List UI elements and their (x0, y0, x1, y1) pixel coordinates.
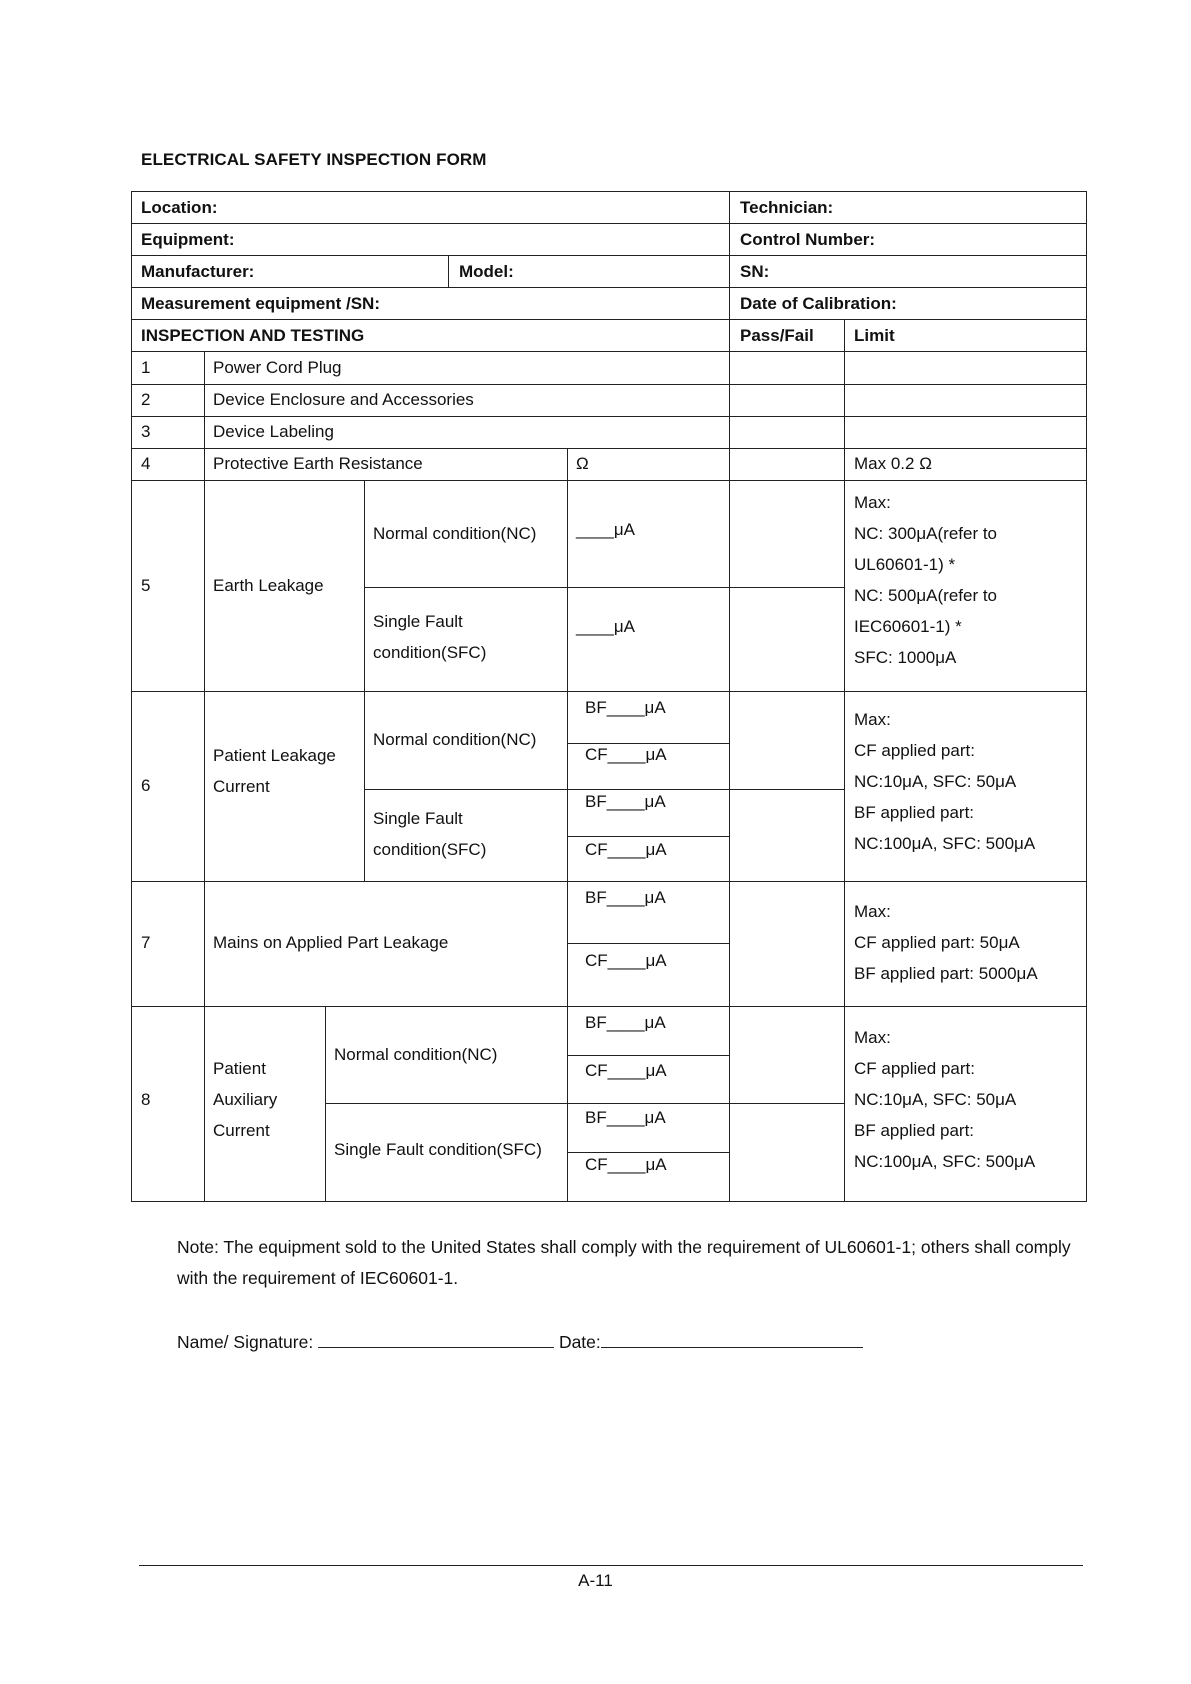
row-6-limit-3: BF applied part: (854, 803, 975, 822)
signature-line (177, 1327, 863, 1358)
row-2-item: Device Enclosure and Accessories (213, 390, 474, 409)
row-6-item-2: Current (213, 777, 270, 796)
inspection-testing-heading: INSPECTION AND TESTING (141, 326, 365, 345)
manufacturer-label: Manufacturer: (141, 262, 255, 281)
row-5-nc-value: ____μA (576, 520, 635, 539)
row-8-number: 8 (141, 1090, 151, 1109)
row-7-number: 7 (141, 933, 151, 952)
date-of-calibration-label: Date of Calibration: (740, 294, 897, 313)
row-5-number: 5 (141, 576, 151, 595)
form-title: ELECTRICAL SAFETY INSPECTION FORM (141, 150, 487, 169)
row-8-limit-2: NC:10μA, SFC: 50μA (854, 1090, 1017, 1109)
row-5-limit-3: NC: 500μA(refer to (854, 586, 998, 605)
date-label: Date: (558, 1332, 601, 1352)
row-6-nc-bf: BF____μA (585, 698, 666, 717)
row-8-item-2: Auxiliary (213, 1090, 278, 1109)
model-label: Model: (459, 262, 514, 281)
row-7-cf: CF____μA (585, 951, 667, 970)
technician-label: Technician: (740, 198, 834, 217)
row-5-limit-1: NC: 300μA(refer to (854, 524, 998, 543)
row-7-limit-1: CF applied part: 50μA (854, 933, 1020, 952)
row-8-nc-cf: CF____μA (585, 1061, 667, 1080)
row-5-limit-5: SFC: 1000μA (854, 648, 957, 667)
row-6-number: 6 (141, 776, 151, 795)
measurement-equipment-label: Measurement equipment /SN: (141, 294, 380, 313)
row-6-limit-4: NC:100μA, SFC: 500μA (854, 834, 1036, 853)
location-label: Location: (141, 198, 218, 217)
row-8-sfc-bf: BF____μA (585, 1108, 666, 1127)
row-8-nc-label: Normal condition(NC) (334, 1045, 498, 1064)
equipment-label: Equipment: (141, 230, 235, 249)
row-6-limit-2: NC:10μA, SFC: 50μA (854, 772, 1017, 791)
row-4-number: 4 (141, 454, 151, 473)
row-8-item-3: Current (213, 1121, 270, 1140)
note-line-2: with the requirement of IEC60601-1. (177, 1268, 459, 1288)
row-1-item: Power Cord Plug (213, 358, 342, 377)
row-6-nc-cf: CF____μA (585, 745, 667, 764)
row-5-sfc-value: ____μA (576, 617, 635, 636)
row-8-sfc-cf: CF____μA (585, 1155, 667, 1174)
pass-fail-heading: Pass/Fail (740, 326, 814, 345)
row-3-number: 3 (141, 422, 151, 441)
row-8-nc-bf: BF____μA (585, 1013, 666, 1032)
row-5-item: Earth Leakage (213, 576, 324, 595)
control-number-label: Control Number: (740, 230, 876, 249)
row-5-limit-2: UL60601-1) * (854, 555, 956, 574)
row-6-item: Patient Leakage (213, 746, 336, 765)
row-7-item: Mains on Applied Part Leakage (213, 933, 449, 952)
row-1-number: 1 (141, 358, 151, 377)
row-6-sfc-label: Single Fault (373, 809, 463, 828)
row-4-limit: Max 0.2 Ω (854, 454, 932, 473)
limit-heading: Limit (854, 326, 895, 345)
row-3-item: Device Labeling (213, 422, 334, 441)
row-5-limit-4: IEC60601-1) * (854, 617, 962, 636)
row-8-item: Patient (213, 1059, 266, 1078)
row-8-limit-4: NC:100μA, SFC: 500μA (854, 1152, 1036, 1171)
row-8-limit-1: CF applied part: (854, 1059, 975, 1078)
row-6-sfc-bf: BF____μA (585, 792, 666, 811)
row-6-nc-label: Normal condition(NC) (373, 730, 537, 749)
row-4-item: Protective Earth Resistance (213, 454, 423, 473)
row-8-sfc-label: Single Fault condition(SFC) (334, 1140, 542, 1159)
row-6-sfc-label-2: condition(SFC) (373, 840, 487, 859)
inspection-form-table (131, 191, 1087, 1202)
row-4-unit: Ω (576, 454, 589, 473)
row-6-limit-0: Max: (854, 710, 891, 729)
note-line-1: Note: The equipment sold to the United States shall comply with the requirement of UL60601-1; others shall comply (177, 1237, 1071, 1257)
sn-label: SN: (740, 262, 770, 281)
row-2-number: 2 (141, 390, 151, 409)
row-5-nc-label: Normal condition(NC) (373, 524, 537, 543)
name-signature-field[interactable] (318, 1330, 554, 1348)
row-8-limit-3: BF applied part: (854, 1121, 975, 1140)
row-6-limit-1: CF applied part: (854, 741, 975, 760)
row-7-bf: BF____μA (585, 888, 666, 907)
page-number: A-11 (578, 1571, 613, 1590)
row-8-limit-0: Max: (854, 1028, 891, 1047)
date-field[interactable] (601, 1330, 863, 1348)
name-signature-label: Name/ Signature: (177, 1332, 314, 1352)
row-6-sfc-cf: CF____μA (585, 840, 667, 859)
row-5-limit-0: Max: (854, 493, 891, 512)
compliance-note (177, 1232, 1077, 1294)
row-7-limit-0: Max: (854, 902, 891, 921)
row-5-sfc-label: Single Fault (373, 612, 463, 631)
row-5-sfc-label-2: condition(SFC) (373, 643, 487, 662)
row-7-limit-2: BF applied part: 5000μA (854, 964, 1038, 983)
